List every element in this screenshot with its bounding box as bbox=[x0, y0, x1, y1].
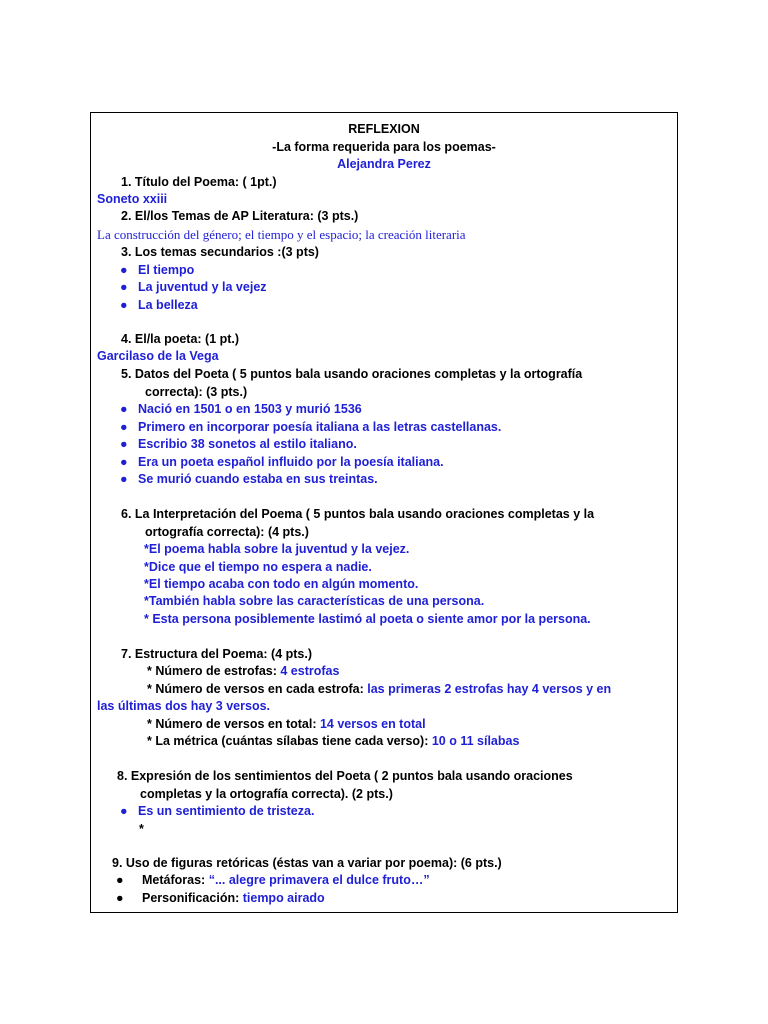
list-item: ● Es un sentimiento de tristeza. bbox=[120, 804, 315, 818]
bullet-icon: ● bbox=[120, 420, 128, 434]
q5-label: 5. Datos del Poeta ( 5 puntos bala usando oraciones completas y la ortografía bbox=[121, 367, 583, 381]
q8-label-cont: completas y la ortografía correcta). (2 pts.) bbox=[140, 787, 393, 801]
q2-answer: La construcción del género; el tiempo y el espacio; la creación literaria bbox=[97, 227, 466, 242]
q8-label: 8. Expresión de los sentimientos del Poeta ( 2 puntos bala usando oraciones bbox=[117, 769, 573, 783]
q7-estrofas: * Número de estrofas: 4 estrofas bbox=[147, 664, 340, 678]
bullet-icon: ● bbox=[120, 437, 128, 451]
bullet-icon: ● bbox=[116, 873, 124, 887]
list-item: ● La belleza bbox=[120, 298, 198, 312]
bullet-icon: ● bbox=[120, 298, 128, 312]
q9-metaforas: ● Metáforas: “... alegre primavera el dulce fruto…” bbox=[116, 873, 430, 887]
doc-subtitle: -La forma requerida para los poemas- bbox=[272, 140, 496, 154]
q9-personificacion: ● Personificación: tiempo airado bbox=[116, 891, 325, 905]
list-item: *El poema habla sobre la juventud y la vejez. bbox=[144, 542, 410, 556]
bullet-icon: ● bbox=[120, 263, 128, 277]
list-item: *El tiempo acaba con todo en algún momento. bbox=[144, 577, 419, 591]
q6-label-cont: ortografía correcta): (4 pts.) bbox=[145, 525, 309, 539]
q7-versos-cont: las últimas dos hay 3 versos. bbox=[97, 699, 270, 713]
q3-label: 3. Los temas secundarios :(3 pts) bbox=[121, 245, 319, 259]
q1-answer: Soneto xxiii bbox=[97, 192, 168, 206]
list-item: ● Escribio 38 sonetos al estilo italiano. bbox=[120, 437, 357, 451]
q6-label: 6. La Interpretación del Poema ( 5 puntos bala usando oraciones completas y la bbox=[121, 507, 595, 521]
list-item: ● Nació en 1501 o en 1503 y murió 1536 bbox=[120, 402, 362, 416]
q2-label: 2. El/los Temas de AP Literatura: (3 pts.) bbox=[121, 209, 359, 223]
q7-versos: * Número de versos en cada estrofa: las primeras 2 estrofas hay 4 versos y en bbox=[147, 682, 612, 696]
list-item: * Esta persona posiblemente lastimó al poeta o siente amor por la persona. bbox=[144, 612, 591, 626]
q1-label: 1. Título del Poema: ( 1pt.) bbox=[121, 175, 277, 189]
q7-label: 7. Estructura del Poema: (4 pts.) bbox=[121, 647, 313, 661]
bullet-icon: ● bbox=[120, 280, 128, 294]
list-item: *Dice que el tiempo no espera a nadie. bbox=[144, 560, 372, 574]
list-item: ● El tiempo bbox=[120, 263, 195, 277]
bullet-icon: ● bbox=[120, 402, 128, 416]
q9-label: 9. Uso de figuras retóricas (éstas van a variar por poema): (6 pts.) bbox=[112, 856, 502, 870]
list-item: ● Era un poeta español influido por la poesía italiana. bbox=[120, 455, 444, 469]
bullet-icon: ● bbox=[120, 472, 128, 486]
bullet-icon: ● bbox=[116, 891, 124, 905]
q7-metrica: * La métrica (cuántas sílabas tiene cada verso): 10 o 11 sílabas bbox=[147, 734, 520, 748]
list-item: *También habla sobre las características de una persona. bbox=[144, 594, 485, 608]
author-name: Alejandra Perez bbox=[337, 157, 431, 171]
bullet-icon: ● bbox=[120, 455, 128, 469]
list-item: ● La juventud y la vejez bbox=[120, 280, 267, 294]
q7-total: * Número de versos en total: 14 versos en total bbox=[147, 717, 426, 731]
q8-empty-item: * bbox=[139, 822, 144, 836]
list-item: ● Primero en incorporar poesía italiana a las letras castellanas. bbox=[120, 420, 502, 434]
bullet-icon: ● bbox=[120, 804, 128, 818]
doc-title: REFLEXION bbox=[348, 122, 420, 136]
q4-label: 4. El/la poeta: (1 pt.) bbox=[121, 332, 240, 346]
q5-label-cont: correcta): (3 pts.) bbox=[145, 385, 248, 399]
q4-answer: Garcilaso de la Vega bbox=[97, 349, 219, 363]
list-item: ● Se murió cuando estaba en sus treintas. bbox=[120, 472, 378, 486]
